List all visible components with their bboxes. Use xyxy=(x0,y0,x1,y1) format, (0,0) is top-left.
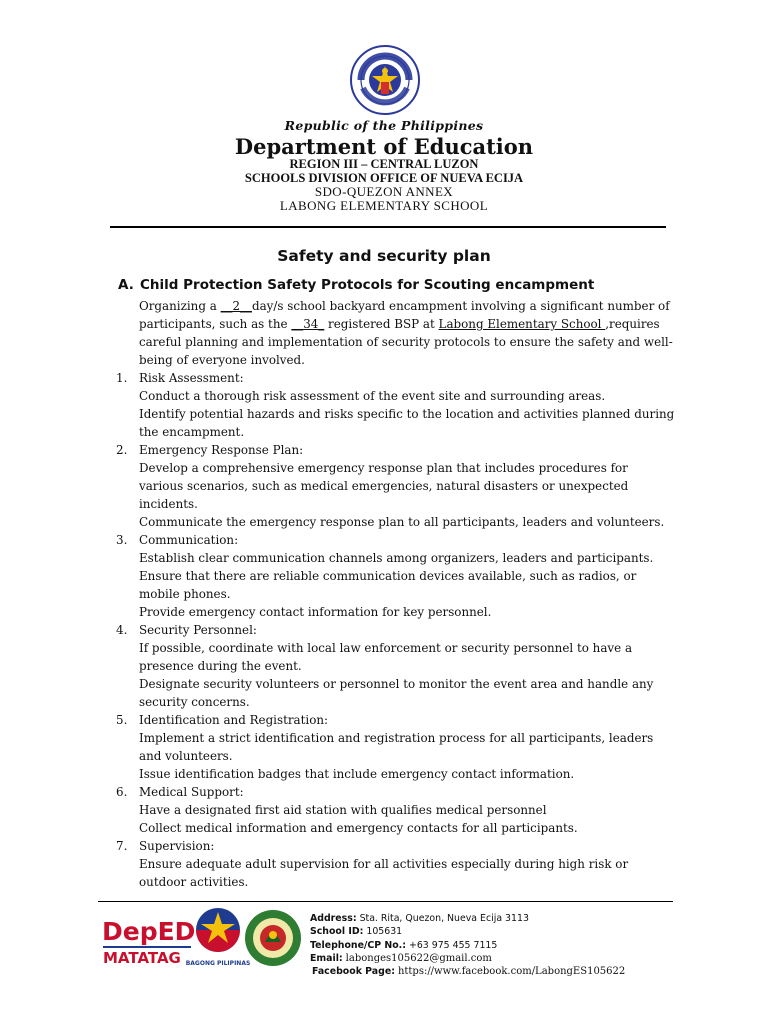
address-value: Sta. Rita, Quezon, Nueva Ecija 3113 xyxy=(359,913,529,924)
matatag-logo-text: MATATAG xyxy=(103,949,181,967)
department-heading: Department of Education xyxy=(234,134,534,159)
item-line: Implement a strict identification and registration process for all participants, leaders xyxy=(139,731,654,745)
item-line: mobile phones. xyxy=(139,587,231,601)
contact-block xyxy=(310,912,625,978)
item-line: Issue identification badges that include emergency contact information. xyxy=(139,767,575,781)
facebook-label: Facebook Page: xyxy=(312,966,395,978)
item-number: 2. xyxy=(116,443,128,457)
item-number: 4. xyxy=(116,623,128,637)
item-number: 3. xyxy=(116,533,128,547)
item-line: Develop a comprehensive emergency response plan that includes procedures for xyxy=(139,461,628,475)
item-line: Collect medical information and emergency contacts for all participants. xyxy=(139,821,578,835)
bagong-pilipinas-text: BAGONG PILIPINAS xyxy=(185,960,251,967)
item-number: 5. xyxy=(116,713,128,727)
republic-heading: Republic of the Philippines xyxy=(284,118,484,133)
item-number: 1. xyxy=(116,371,128,385)
email-line xyxy=(310,952,625,965)
document-body xyxy=(116,297,679,891)
item-line: Have a designated first aid station with qualifies medical personnel xyxy=(139,803,547,817)
section-heading-text: Child Protection Safety Protocols for Scouting encampment xyxy=(140,277,595,293)
item-line: If possible, coordinate with local law enforcement or security personnel to have a xyxy=(139,641,633,655)
annex-heading: SDO-QUEZON ANNEX xyxy=(314,184,454,199)
footer-divider xyxy=(98,901,673,902)
school-heading: LABONG ELEMENTARY SCHOOL xyxy=(279,198,489,213)
phone-value: +63 975 455 7115 xyxy=(408,939,498,951)
protocol-item xyxy=(116,621,679,711)
deped-logo-text: DepED xyxy=(102,917,196,946)
protocol-item xyxy=(116,531,679,621)
phone-line xyxy=(310,939,625,952)
bagong-pilipinas-logo xyxy=(185,904,251,970)
intro-line-4: being of everyone involved. xyxy=(139,353,305,367)
item-title: Emergency Response Plan: xyxy=(139,443,304,457)
protocol-item xyxy=(116,369,679,441)
school-id-value: 105631 xyxy=(366,926,403,938)
address-line xyxy=(310,912,625,925)
venue-blank: Labong Elementary School xyxy=(438,317,606,331)
division-heading: SCHOOLS DIVISION OFFICE OF NUEVA ECIJA xyxy=(244,171,524,185)
item-title: Security Personnel: xyxy=(139,623,257,637)
item-line: presence during the event. xyxy=(139,659,302,673)
item-line: Identify potential hazards and risks specific to the location and activities planned during xyxy=(139,407,675,421)
item-number: 6. xyxy=(116,785,128,799)
item-line: Conduct a thorough risk assessment of the event site and surrounding areas. xyxy=(139,389,606,403)
document-title: Safety and security plan xyxy=(277,247,491,265)
deped-matatag-logo xyxy=(100,910,196,972)
intro-text: registered BSP at xyxy=(324,317,439,331)
protocol-item xyxy=(116,783,679,837)
item-line: Ensure that there are reliable communication devices available, such as radios, or xyxy=(139,569,637,583)
item-line: the encampment. xyxy=(139,425,245,439)
facebook-link[interactable]: https://www.facebook.com/LabongES105622 xyxy=(397,966,626,978)
item-line: and volunteers. xyxy=(139,749,233,763)
facebook-line xyxy=(310,965,625,978)
item-line: incidents. xyxy=(139,497,198,511)
intro-text: day/s school backyard encampment involving a significant number of xyxy=(251,299,670,313)
item-title: Risk Assessment: xyxy=(139,371,244,385)
item-title: Identification and Registration: xyxy=(139,713,329,727)
intro-text: ,requires xyxy=(605,317,660,331)
school-id-line xyxy=(310,925,625,938)
intro-line-1 xyxy=(139,297,679,315)
email-label: Email: xyxy=(310,952,343,964)
email-link[interactable]: labonges105622@gmail.com xyxy=(345,952,492,964)
item-line: Provide emergency contact information for key personnel. xyxy=(139,605,492,619)
item-line: outdoor activities. xyxy=(139,875,249,889)
protocol-item xyxy=(116,837,679,891)
address-label: Address: xyxy=(310,913,357,924)
item-line: Ensure adequate adult supervision for all activities especially during high risk or xyxy=(139,857,629,871)
protocol-item xyxy=(116,441,679,531)
protocol-list xyxy=(116,369,679,891)
school-seal-icon xyxy=(243,908,303,968)
school-id-label: School ID: xyxy=(310,926,364,938)
intro-text: participants, such as the xyxy=(139,317,292,331)
protocol-item xyxy=(116,711,679,783)
intro-line-2 xyxy=(139,315,679,333)
item-number: 7. xyxy=(116,839,128,853)
item-line: Establish clear communication channels among organizers, leaders and participants. xyxy=(139,551,654,565)
region-heading: REGION III – CENTRAL LUZON xyxy=(289,157,479,171)
item-line: Designate security volunteers or personnel to monitor the event area and handle any xyxy=(139,677,654,691)
header-divider xyxy=(110,226,666,228)
section-letter: A. xyxy=(118,277,134,293)
item-line: various scenarios, such as medical emergencies, natural disasters or unexpected xyxy=(139,479,629,493)
count-blank: __34_ xyxy=(291,317,325,331)
intro-line-3: careful planning and implementation of security protocols to ensure the safety and well- xyxy=(139,335,673,349)
item-title: Supervision: xyxy=(139,839,215,853)
item-line: security concerns. xyxy=(139,695,250,709)
days-blank: __2__ xyxy=(220,299,252,313)
item-title: Communication: xyxy=(139,533,239,547)
phone-label: Telephone/CP No.: xyxy=(310,939,406,951)
item-line: Communicate the emergency response plan to all participants, leaders and volunteers. xyxy=(139,515,665,529)
item-title: Medical Support: xyxy=(139,785,244,799)
intro-text: Organizing a xyxy=(139,299,221,313)
section-heading xyxy=(118,277,594,293)
